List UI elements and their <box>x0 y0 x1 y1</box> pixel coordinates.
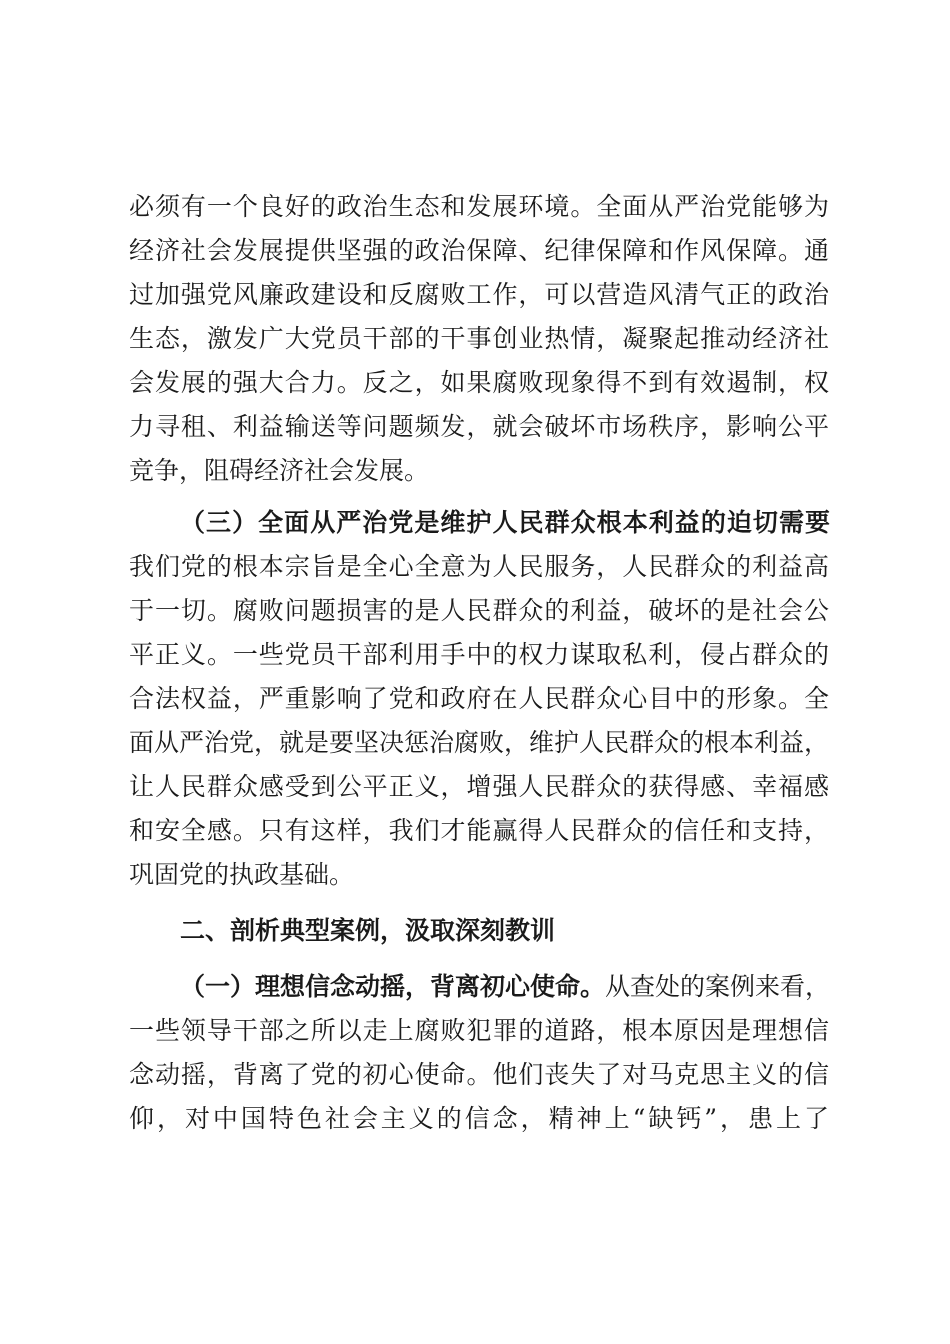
paragraph-1-line-6: 力寻租、利益输送等问题频发，就会破坏市场秩序，影响公平 <box>129 412 829 441</box>
paragraph-1-line-5: 会发展的强大合力。反之，如果腐败现象得不到有效遏制，权 <box>129 368 829 397</box>
paragraph-2-line-3: 平正义。一些党员干部利用手中的权力谋取私利，侵占群众的 <box>129 640 829 669</box>
paragraph-1-line-7: 竞争，阻碍经济社会发展。 <box>129 456 430 485</box>
paragraph-2-line-1: 我们党的根本宗旨是全心全意为人民服务，人民群众的利益高 <box>129 552 829 581</box>
paragraph-2-line-5: 面从严治党，就是要坚决惩治腐败，维护人民群众的根本利益， <box>129 728 830 757</box>
paragraph-3-line-1 <box>180 965 830 1009</box>
subsection-heading-1: （一）理想信念动摇，背离初心使命。 <box>180 972 606 1001</box>
paragraph-3-line-3: 念动摇，背离了党的初心使命。他们丧失了对马克思主义的信 <box>129 1060 829 1089</box>
paragraph-3-line-2: 一些领导干部之所以走上腐败犯罪的道路，根本原因是理想信 <box>129 1016 829 1045</box>
subsection-heading-3: （三）全面从严治党是维护人民群众根本利益的迫切需要 <box>180 508 830 537</box>
paragraph-3-line-4: 仰，对中国特色社会主义的信念，精神上“缺钙”，患上了 <box>129 1104 829 1133</box>
paragraph-2-line-8: 巩固党的执政基础。 <box>129 860 355 889</box>
section-heading-2: 二、剖析典型案例，汲取深刻教训 <box>180 916 556 945</box>
paragraph-2-line-4: 合法权益，严重影响了党和政府在人民群众心目中的形象。全 <box>129 684 829 713</box>
paragraph-1-line-3: 过加强党风廉政建设和反腐败工作，可以营造风清气正的政治 <box>129 280 829 309</box>
paragraph-2-line-6: 让人民群众感受到公平正义，增强人民群众的获得感、幸福感 <box>129 772 829 801</box>
paragraph-3-lead-text: 从查处的案例来看， <box>605 972 831 1001</box>
paragraph-2-line-7: 和安全感。只有这样，我们才能赢得人民群众的信任和支持， <box>129 816 829 845</box>
paragraph-1-line-2: 经济社会发展提供坚强的政治保障、纪律保障和作风保障。通 <box>129 236 829 265</box>
paragraph-1-line-1: 必须有一个良好的政治生态和发展环境。全面从严治党能够为 <box>129 192 829 221</box>
paragraph-1-line-4: 生态，激发广大党员干部的干事创业热情，凝聚起推动经济社 <box>129 324 829 353</box>
paragraph-2-line-2: 于一切。腐败问题损害的是人民群众的利益，破坏的是社会公 <box>129 596 829 625</box>
